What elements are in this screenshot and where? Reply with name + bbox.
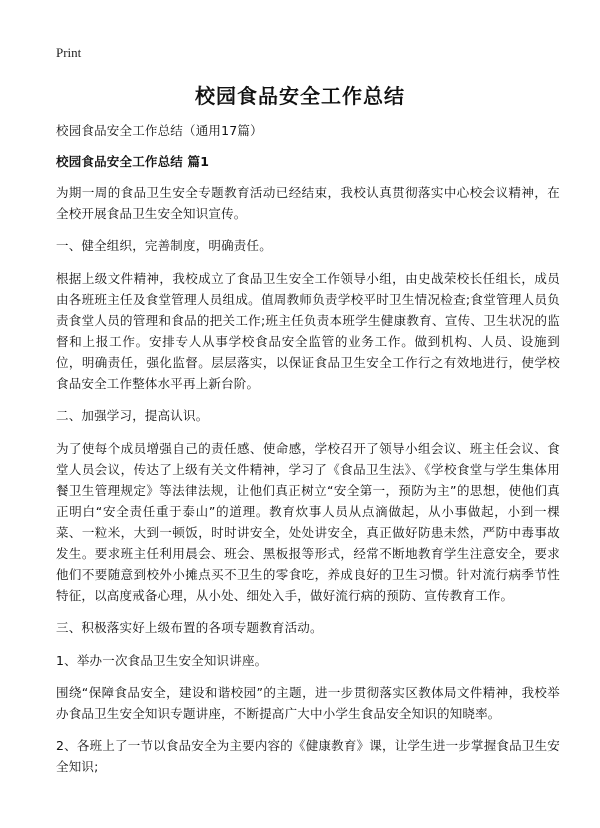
page-title: 校园食品安全工作总结: [195, 84, 405, 108]
list-item-lecture: 1、举办一次食品卫生安全知识讲座。: [56, 653, 268, 668]
section-title: 校园食品安全工作总结 篇1: [56, 154, 210, 169]
paragraph-intro: 为期一周的食品卫生安全专题教育活动已经结束，我校认真贯彻落实中心校会议精神，在全校开展食品卫生安全知识宣传。: [56, 185, 560, 221]
paragraph-organization: 根据上级文件精神，我校成立了食品卫生安全工作领导小组，由史战荣校长任组长，成员由各班班主任及食堂管理人员组成。值周教师负责学校平时卫生情况检查;食堂管理人员负责食堂人员的管理和食品的把关工作;班主任负责本班学生健康教育、宣传、卫生状况的监督和上报工作。安排专人从事学校食品安全监管的业务工作。做到机构、人员、设施到位，明确责任，强化监督。层层落实，以保证食品卫生安全工作行之有效地进行，使学校食品安全工作整体水平再上新台阶。: [56, 271, 560, 391]
paragraph-study: 为了使每个成员增强自己的责任感、使命感，学校召开了领导小组会议、班主任会议、食堂人员会议，传达了上级有关文件精神，学习了《食品卫生法》、《学校食堂与学生集体用餐卫生管理规定》等法律法规，让他们真正树立“安全第一，预防为主”的思想，使他们真正明白“安全责任重于泰山”的道理。教育炊事人员从点滴做起，从小事做起，小到一棵菜、一粒米，大到一顿饭，时时讲安全，处处讲安全，真正做好防患未然，严防中毒事故发生。要求班主任利用晨会、班会、黑板报等形式，经常不断地教育学生注意安全，要求他们不要随意到校外小摊点买不卫生的零食吃，养成良好的卫生习惯。针对流行病季节性特征，以高度戒备心理，从小处、细处入手，做好流行病的预防、宣传教育工作。: [56, 441, 560, 603]
list-item-health-class: 2、各班上了一节以食品安全为主要内容的《健康教育》课，让学生进一步掌握食品卫生安全知识;: [56, 738, 560, 774]
heading-study: 二、加强学习，提高认识。: [56, 408, 209, 423]
heading-organization: 一、健全组织，完善制度，明确责任。: [56, 238, 272, 253]
paragraph-lecture: 围绕“保障食品安全，建设和谐校园”的主题，进一步贯彻落实区教体局文件精神，我校举办食品卫生安全知识专题讲座，不断提高广大中小学生食品安全知识的知晓率。: [56, 685, 560, 721]
document-body: [56, 120, 560, 788]
heading-activities: 三、积极落实好上级布置的各项专题教育活动。: [56, 620, 323, 635]
document-subtitle: 校园食品安全工作总结（通用17篇）: [56, 123, 263, 138]
print-link[interactable]: Print: [56, 45, 82, 60]
